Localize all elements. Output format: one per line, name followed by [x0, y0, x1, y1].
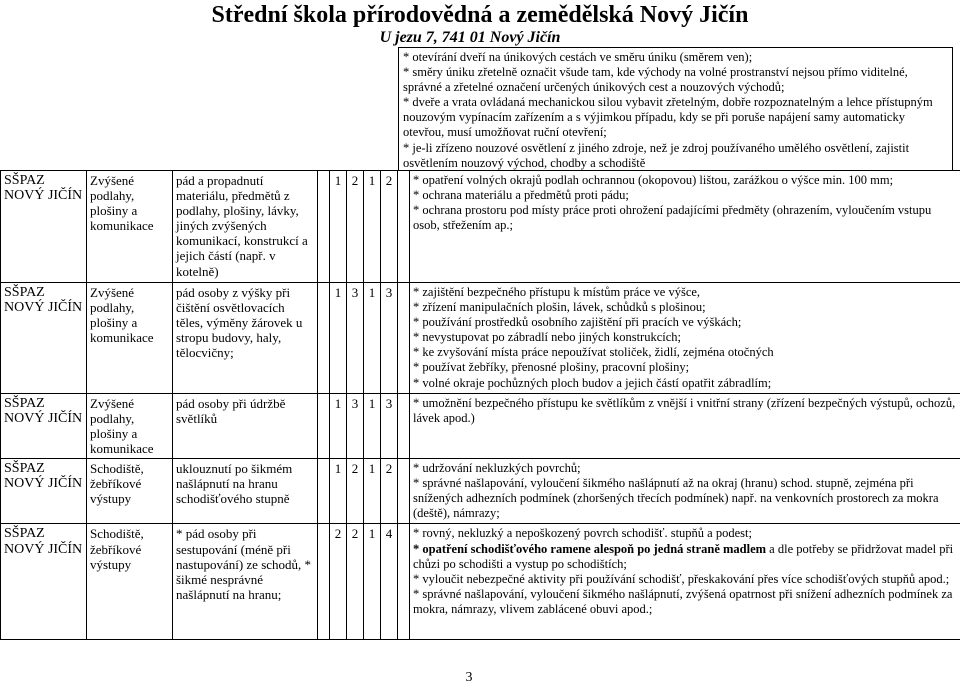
organization-cell: SŠPAZ NOVÝ JIČÍN — [1, 393, 87, 458]
school-address: U jezu 7, 741 01 Nový Jičín — [379, 29, 561, 46]
cause-cell: * pád osoby při sestupování (méně při nastupování) ze schodů, * šikmé nesprávné našlápnutí na hranu; — [173, 524, 318, 640]
rating-cell: 3 — [381, 283, 398, 394]
table-row — [1, 393, 960, 458]
measure-bold-text: * opatření schodišťového ramene alespoň po jedná straně madlem — [413, 541, 767, 556]
rating-cell: 2 — [381, 171, 398, 283]
measure-line: * správné našlapování, vyloučení šikmého našlápnutí, zvýšená opatrnost při snížení adhezních podmínek za mokra, námrazy, vlivem zablácené obuvi apod.; — [413, 586, 953, 616]
measure-line: * ke zvyšování místa práce nepoužívat stoliček, židlí, zejména otočných — [413, 345, 774, 360]
table-row — [1, 459, 960, 524]
rating-cell: 3 — [381, 393, 398, 458]
organization-cell: SŠPAZ NOVÝ JIČÍN — [1, 283, 87, 394]
rating-cell: 2 — [347, 524, 364, 640]
organization-cell: SŠPAZ NOVÝ JIČÍN — [1, 459, 87, 524]
rating-cell: 2 — [381, 459, 398, 524]
hazard-cell: Zvýšené podlahy, plošiny a komunikace — [87, 393, 173, 458]
rating-cell: 1 — [330, 459, 347, 524]
rating-cell: 1 — [364, 524, 381, 640]
measure-line: * směry úniku zřetelně označit všude tam, kde východy na volné prostranství nejsou přímo viditelné, správné a zřetelné označení určených únikových cest a nouzových východů; — [403, 65, 908, 95]
measure-line: * je-li zřízeno nouzové osvětlení z jiného zdroje, než je zdroj používaného umělého osvětlení, zajistit osvětlením nouzový východ, chodby a schodiště — [403, 140, 910, 170]
rating-cell: 4 — [381, 524, 398, 640]
measure-line: * vyloučit nebezpečné aktivity při používání schodišť, přeskakování přes více schodišťových stupňů apod.; — [413, 571, 950, 586]
cause-cell: uklouznutí po šikmém našlápnutí na hranu schodišťového stupně — [173, 459, 318, 524]
rating-cell: 2 — [330, 524, 347, 640]
measure-line: * rovný, nekluzký a nepoškozený povrch schodišť. stupňů a podest; — [413, 526, 752, 541]
rating-cell: 1 — [330, 283, 347, 394]
measure-line: * používání prostředků osobního zajištění při pracích ve výškách; — [413, 315, 742, 330]
measures-cell — [410, 283, 960, 394]
hazard-cell: Zvýšené podlahy, plošiny a komunikace — [87, 283, 173, 394]
rating-cell: 1 — [330, 393, 347, 458]
rating-cell: 2 — [347, 171, 364, 283]
measures-cell — [410, 459, 960, 524]
measure-line: * otevírání dveří na únikových cestách ve směru úniku (směrem ven); — [403, 50, 753, 64]
measure-line: * nevystupovat po zábradlí nebo jiných konstrukcích; — [413, 330, 681, 345]
rating-cell: 3 — [347, 393, 364, 458]
risk-table — [0, 170, 960, 640]
organization-cell: SŠPAZ NOVÝ JIČÍN — [1, 524, 87, 640]
page-number: 3 — [465, 670, 473, 685]
measure-line: * volné okraje pochůzných ploch budov a jejich částí opatřit zábradlím; — [413, 375, 772, 390]
measure-line: * zřízení manipulačních plošin, lávek, schůdků s plošinou; — [413, 300, 706, 315]
table-row — [1, 171, 960, 283]
measure-line: * ochrana prostoru pod místy práce proti ohrožení padajícími předměty (ohrazením, vyloučením vstupu osob, střežením ap.; — [413, 203, 932, 233]
measures-cell — [410, 524, 960, 640]
measure-text: a dle potřeby se přidržovat madel při chůzi po schodišti a vystup po schodištích; — [413, 541, 954, 571]
rating-cell: 1 — [364, 171, 381, 283]
measure-line: * správné našlapování, vyloučení šikmého našlápnutí až na okraj (hranu) schod. stupně, zejména při snížených adhezních podmínek (zhoršených třecích podmínek) např. na venkovních prostorech za mokra (deště), námrazy; — [413, 476, 939, 521]
hazard-cell: Zvýšené podlahy, plošiny a komunikace — [87, 171, 173, 283]
rating-cell: 1 — [364, 393, 381, 458]
measure-line: * ochrana materiálu a předmětů proti pádu; — [413, 188, 629, 203]
cause-cell: pád osoby při údržbě světlíků — [173, 393, 318, 458]
measures-cell — [410, 393, 960, 458]
measure-line: * používat žebříky, přenosné plošiny, pracovní plošiny; — [413, 360, 690, 375]
table-row — [1, 524, 960, 640]
school-title: Střední škola přírodovědná a zemědělská Nový Jičín — [211, 2, 749, 28]
rating-cell: 1 — [330, 171, 347, 283]
rating-cell: 3 — [347, 283, 364, 394]
measure-line — [413, 542, 960, 572]
hazard-cell: Schodiště, žebříkové výstupy — [87, 524, 173, 640]
rating-cell: 1 — [364, 459, 381, 524]
rating-cell: 2 — [347, 459, 364, 524]
rating-cell: 1 — [364, 283, 381, 394]
measure-line: * opatření volných okrajů podlah ochrannou (okopovou) lištou, zarážkou o výšce min. 100 mm; — [413, 173, 894, 187]
measures-cell — [410, 171, 960, 283]
measure-line: * umožnění bezpečného přístupu ke světlíkům z vnější i vnitřní strany (zřízení bezpečných výstupů, ochozů, lávek apod.) — [413, 395, 956, 425]
continuation-measures — [398, 47, 953, 170]
organization-cell: SŠPAZ NOVÝ JIČÍN — [1, 171, 87, 283]
hazard-cell: Schodiště, žebříkové výstupy — [87, 459, 173, 524]
cause-cell: pád a propadnutí materiálu, předmětů z podlahy, plošiny, lávky, jiných zvýšených komunikací, konstrukcí a jejich částí (např. v kotelně) — [173, 171, 318, 283]
table-row — [1, 283, 960, 394]
measure-line: * zajištění bezpečného přístupu k místům práce ve výšce, — [413, 285, 701, 299]
measure-line: * udržování nekluzkých povrchů; — [413, 461, 581, 476]
measure-line: * dveře a vrata ovládaná mechanickou silou vybavit zřetelným, dobře rozpoznatelným a lehce přístupným nouzovým vypínacím zařízením a s výjimkou případu, kdy se při poruše napájení samy automaticky otevřou, musí umožňovat ruční otevření; — [403, 95, 933, 140]
cause-cell: pád osoby z výšky při čištění osvětlovacích těles, výměny žárovek u stropu budovy, haly, tělocvičny; — [173, 283, 318, 394]
